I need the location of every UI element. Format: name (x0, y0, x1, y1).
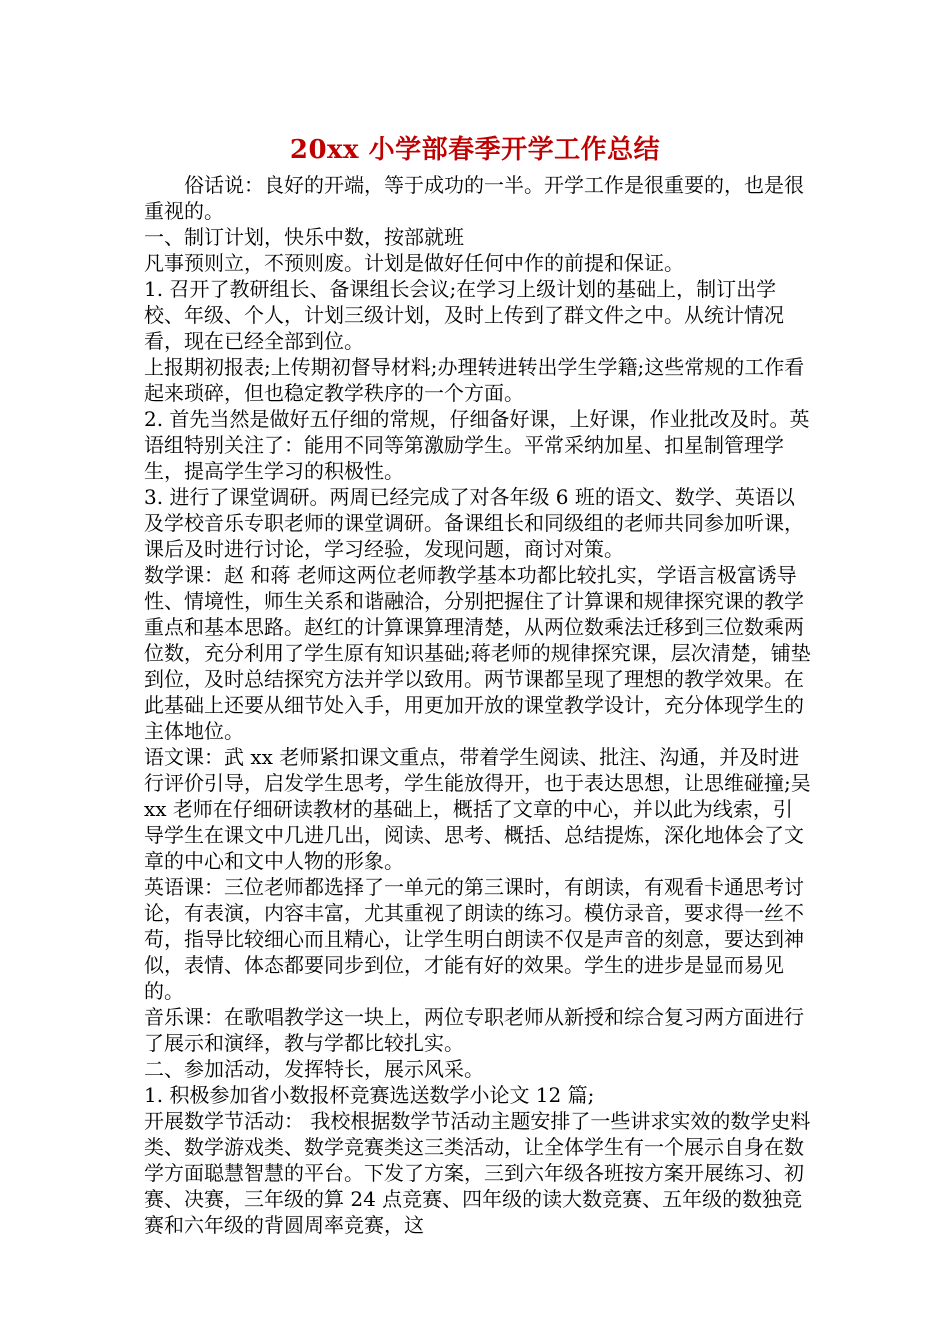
document-paragraph: 1. 召开了教研组长、备课组长会议;在学习上级计划的基础上，制订出学校、年级、个人，计划三级计划，及时上传到了群文件之中。从统计情况看，现在已经全部到位。 (144, 277, 784, 353)
document-paragraph: 俗话说：良好的开端，等于成功的一半。开学工作是很重要的，也是很重视的。 (144, 173, 804, 223)
document-paragraph: 一、制订计划，快乐中数，按部就班 (144, 225, 464, 249)
document-paragraph: 语文课：武 xx 老师紧扣课文重点，带着学生阅读、批注、沟通，并及时进行评价引导，启发学生思考，学生能放得开，也于表达思想，让思维碰撞;吴 xx 老师在仔细研读教材的基础上，概括了文章的中心，并以此为线索，引导学生在课文中几进几出，阅读、思考、概括、总结提炼，深化地体会了文章的中心和文中人物的形象。 (144, 745, 811, 873)
document-paragraph: 凡事预则立，不预则废。计划是做好任何中作的前提和保证。 (144, 251, 684, 275)
document-paragraph: 音乐课：在歌唱教学这一块上，两位专职老师从新授和综合复习两方面进行了展示和演绎，教与学都比较扎实。 (144, 1005, 804, 1055)
document-title: 20xx 小学部春季开学工作总结 (289, 135, 661, 165)
document-paragraph: 数学课：赵 和蒋 老师这两位老师教学基本功都比较扎实，学语言极富诱导性、情境性，师生关系和谐融洽，分别把握住了计算课和规律探究课的教学重点和基本思路。赵红的计算课算理清楚，从两位数乘法迁移到三位数乘两位数，充分利用了学生原有知识基础;蒋老师的规律探究课，层次清楚，铺垫到位，及时总结探究方法并学以致用。两节课都呈现了理想的教学效果。在此基础上还要从细节处入手，用更加开放的课堂教学设计，充分体现学生的主体地位。 (144, 563, 811, 743)
document-paragraph: 上报期初报表;上传期初督导材料;办理转进转出学生学籍;这些常规的工作看起来琐碎，但也稳定教学秩序的一个方面。 (144, 355, 805, 405)
document-paragraph: 二、参加活动，发挥特长，展示风采。 (144, 1057, 484, 1081)
document-paragraph: 2. 首先当然是做好五仔细的常规，仔细备好课，上好课，作业批改及时。英语组特别关注了：能用不同等第激励学生。平常采纳加星、扣星制管理学生，提高学生学习的积极性。 (144, 407, 810, 483)
document-paragraph: 1. 积极参加省小数报杯竞赛选送数学小论文 12 篇; (144, 1083, 595, 1107)
document-paragraph: 英语课：三位老师都选择了一单元的第三课时，有朗读，有观看卡通思考讨论，有表演，内容丰富，尤其重视了朗读的练习。模仿录音，要求得一丝不苟，指导比较细心而且精心，让学生明白朗读不仅是声音的刻意，要达到神似，表情、体态都要同步到位，才能有好的效果。学生的进步是显而易见的。 (144, 875, 804, 1003)
document-paragraph: 开展数学节活动： 我校根据数学节活动主题安排了一些讲求实效的数学史料类、数学游戏类、数学竞赛类这三类活动，让全体学生有一个展示自身在数学方面聪慧智慧的平台。下发了方案，三到六年级各班按方案开展练习、初赛、决赛，三年级的算 24 点竞赛、四年级的读大数竞赛、五年级的数独竞赛和六年级的背圆周率竞赛，这 (144, 1109, 811, 1237)
document-body (144, 172, 812, 1238)
document-paragraph: 3. 进行了课堂调研。两周已经完成了对各年级 6 班的语文、数学、英语以及学校音乐专职老师的课堂调研。备课组长和同级组的老师共同参加听课，课后及时进行讨论，学习经验，发现问题，商讨对策。 (144, 485, 804, 561)
